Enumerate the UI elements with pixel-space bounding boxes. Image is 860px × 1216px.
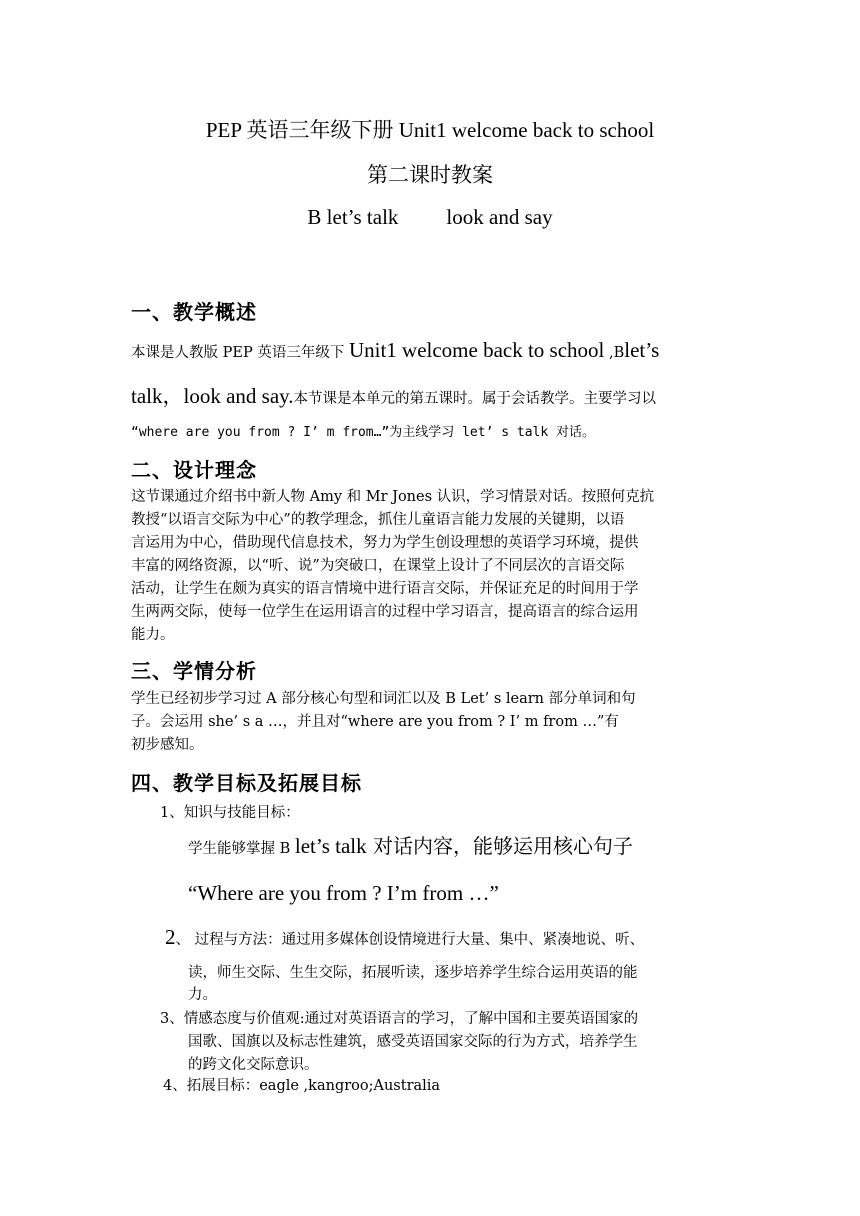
section-heading-overview: 一、教学概述: [131, 300, 257, 324]
overview-text-en: Unit1 welcome back to school: [348, 338, 605, 362]
objective-3-line: 国歌、国旗以及标志性建筑，感受英语国家交际的行为方式，培养学生: [188, 1034, 638, 1050]
objective-2: [165, 927, 644, 951]
objective-1-text-en: let’s talk: [294, 834, 367, 858]
objective-1-text-core: 对话内容，能够运用核心句子: [366, 834, 633, 858]
section-heading-design: 二、设计理念: [131, 458, 257, 482]
design-line: 教授“以语言交际为中心”的教学理念，抓住儿童语言能力发展的关键期，以语: [131, 512, 625, 528]
overview-line-2: [131, 386, 656, 410]
design-line: 言运用为中心，借助现代信息技术，努力为学生创设理想的英语学习环境，提供: [131, 535, 639, 551]
design-line: 丰富的网络资源，以“听、说”为突破口，在课堂上设计了不同层次的言语交际: [131, 558, 625, 574]
design-line: 活动，让学生在颇为真实的语言情境中进行语言交际，并保证充足的时间用于学: [131, 581, 639, 597]
overview-text-talk: talk，look and say.: [131, 384, 294, 408]
lesson-part-a: B let’s talk: [307, 205, 399, 229]
overview-text-lets: let’s: [624, 338, 660, 362]
design-line: 这节课通过介绍书中新人物 Amy 和 Mr Jones 认识，学习情景对话。按照何克抗: [131, 489, 655, 505]
analysis-line: 初步感知。: [131, 737, 204, 753]
overview-text-cn: 本课是人教版 PEP 英语三年级下: [131, 345, 349, 361]
design-line: 能力。: [131, 627, 175, 643]
objective-2-line: 力。: [188, 987, 217, 1003]
design-line: 生两两交际，使每一位学生在运用语言的过程中学习语言，提高语言的综合运用: [131, 604, 639, 620]
objective-1-text-cn: 学生能够掌握 B: [188, 841, 295, 857]
analysis-line: 学生已经初步学习过 A 部分核心句型和词汇以及 B Let’ s learn 部分单词和句: [131, 691, 636, 707]
overview-line-3: [131, 422, 595, 443]
lesson-part-b: look and say: [446, 205, 553, 229]
objective-4: 4、拓展目标：eagle ,kangroo;Australia: [163, 1078, 441, 1094]
objective-2-number: 2: [165, 925, 176, 949]
objective-2-line: 读，师生交际、生生交际，拓展听读，逐步培养学生综合运用英语的能: [188, 965, 638, 981]
section-heading-objectives: 四、教学目标及拓展目标: [131, 771, 362, 795]
objective-1-text: [188, 836, 633, 860]
document-title: PEP 英语三年级下册 Unit1 welcome back to school: [205, 118, 655, 142]
overview-line-1: [131, 340, 659, 364]
objective-3-line: 3、情感态度与价值观:通过对英语语言的学习，了解中国和主要英语国家的: [160, 1011, 639, 1027]
objective-1-label: 1、知识与技能目标：: [160, 805, 300, 821]
objective-3-line: 的跨文化交际意识。: [188, 1057, 319, 1073]
overview-text-lesson: 本节课是本单元的第五课时。属于会话教学。主要学习以: [293, 391, 657, 407]
objective-2-line: 、 过程与方法：通过用多媒体创设情境进行大量、集中、紧凑地说、听、: [175, 932, 645, 948]
overview-text-b: ,B: [604, 345, 625, 361]
overview-text-dialogue: “where are you from ? I’ m from…”为主线学习 let’ s talk 对话。: [131, 425, 596, 440]
document-subtitle: 第二课时教案: [367, 163, 493, 187]
objective-1-sentence: “Where are you from ? I’m from …”: [188, 881, 499, 905]
analysis-line: 子。会运用 she’ s a …，并且对“where are you from ? I’ m from …”有: [131, 714, 619, 730]
lesson-title-line: [0, 205, 860, 230]
section-heading-analysis: 三、学情分析: [131, 659, 257, 683]
